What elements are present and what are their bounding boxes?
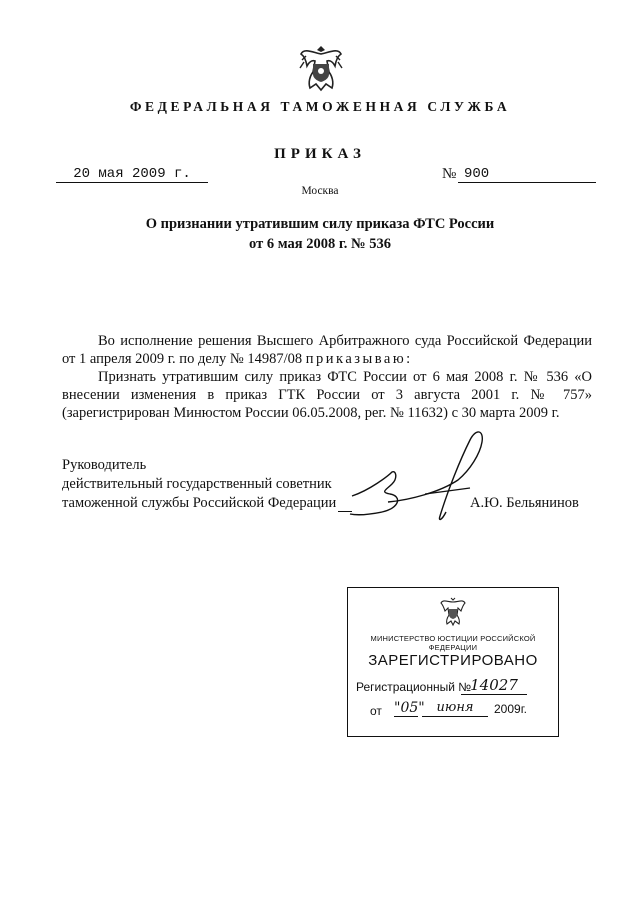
- signatory-title: [62, 456, 336, 513]
- stamp-ministry-name: МИНИСТЕРСТВО ЮСТИЦИИ РОССИЙСКОЙ ФЕДЕРАЦИИ: [370, 634, 536, 652]
- order-title: [80, 214, 560, 254]
- coat-of-arms-emblem-icon: [298, 42, 344, 94]
- paragraph-decision: Признать утратившим силу приказ ФТС России от 6 мая 2008 г. № 536 «О внесении изменения в приказ ГТК России от 3 августа 2001 г. № 757» (зарегистрирован Минюстом России 06.05.2008, рег. № 11632) с 30 марта 2009 г.: [62, 369, 592, 421]
- order-number: 900: [458, 166, 596, 183]
- order-date: 20 мая 2009 г.: [56, 166, 208, 183]
- order-title-line-1: О признании утратившим силу приказа ФТС России: [145, 216, 495, 232]
- signatory-line-1: Руководитель: [62, 457, 147, 473]
- order-title-line-2: от 6 мая 2008 г. № 536: [249, 236, 391, 252]
- stamp-month: июня: [422, 700, 488, 717]
- order-number-label: №: [442, 166, 457, 182]
- paragraph-preamble: [62, 332, 592, 368]
- registration-stamp: [347, 587, 559, 737]
- agency-name: ФЕДЕРАЛЬНАЯ ТАМОЖЕННАЯ СЛУЖБА: [129, 99, 511, 114]
- command-word: приказываю:: [305, 351, 413, 367]
- order-body: [62, 332, 592, 422]
- city: Москва: [301, 185, 339, 197]
- stamp-registered: ЗАРЕГИСТРИРОВАНО: [368, 652, 538, 669]
- signatory-line-2: действительный государственный советник: [62, 476, 332, 492]
- document-type: ПРИКАЗ: [274, 146, 366, 162]
- handwritten-signature-icon: [330, 420, 500, 530]
- stamp-emblem-icon: [439, 596, 467, 628]
- stamp-from-label: от: [370, 704, 382, 718]
- preamble-text: Во исполнение решения Высшего Арбитражного суда Российской Федерации от 1 апреля 2009 г. по делу № 14987/08: [62, 333, 592, 367]
- stamp-reg-number: 14027: [461, 676, 527, 695]
- stamp-day: "05": [394, 700, 425, 716]
- signatory-name: А.Ю. Бельянинов: [470, 495, 579, 511]
- stamp-reg-number-label: Регистрационный №: [356, 680, 472, 694]
- signatory-line-3: таможенной службы Российской Федерации: [62, 495, 337, 511]
- stamp-year: 2009г.: [494, 702, 527, 716]
